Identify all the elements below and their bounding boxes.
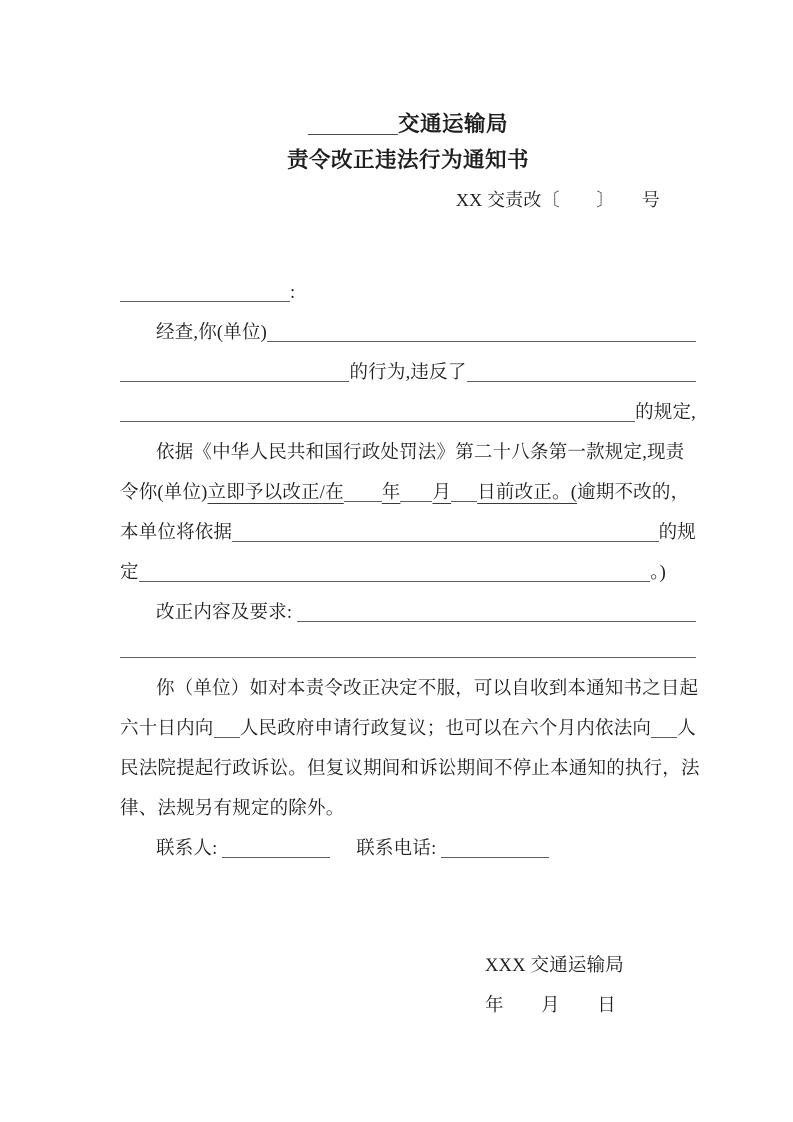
- order-line-1: [120, 429, 696, 469]
- blank-violated-provision: [120, 420, 635, 422]
- order-deadline-tail: 日前改正。(: [477, 482, 578, 503]
- facts-lead: 经查,你(单位): [156, 322, 268, 343]
- appeal-text-2b: 人民政府申请行政复议；也可以在六个月内依法向: [239, 718, 652, 739]
- correction-line: [120, 589, 696, 629]
- document-title: 责令改正违法行为通知书: [286, 147, 529, 172]
- order-lead: 令你(单位): [120, 482, 208, 503]
- appeal-text-3: 民法院提起行政诉讼。但复议期间和诉讼期间不停止本通知的执行，法: [120, 758, 700, 779]
- order-line-4: [120, 549, 696, 589]
- signature-agency: XXX 交通运输局: [485, 955, 625, 976]
- blank-correction-content-2: [120, 656, 696, 658]
- salutation-line: [120, 269, 696, 309]
- appeal-line-3: [120, 745, 700, 785]
- signature-date-line: [485, 982, 696, 1022]
- order-provision-lead: 定: [120, 562, 139, 583]
- order-year-label: 年: [381, 482, 401, 503]
- appeal-text-4: 律、法规另有规定的除外。: [120, 798, 345, 819]
- appeal-text-1: 你（单位）如对本责令改正决定不服，可以自收到本通知书之日起: [156, 678, 699, 699]
- appeal-line-4: [120, 785, 696, 825]
- order-provision-tail: 。): [650, 562, 666, 583]
- contact-phone-label: 联系电话:: [356, 838, 442, 859]
- blank-agency-name: [308, 133, 398, 135]
- order-overdue-note: 逾期不改的，: [577, 482, 690, 503]
- facts-line-2: [120, 349, 696, 389]
- blank-court-name: [651, 736, 677, 738]
- facts-mid: 的行为,违反了: [349, 362, 467, 383]
- blank-enforcement-basis: [232, 540, 658, 542]
- blank-addressee: [120, 300, 290, 302]
- order-line-3: [120, 509, 696, 549]
- agency-title-line: [120, 108, 696, 138]
- signature-date: 年 月 日: [485, 995, 616, 1016]
- facts-line-3: [120, 389, 696, 429]
- blank-violated-law: [467, 380, 696, 382]
- contact-line: [120, 825, 696, 865]
- appeal-line-2: [120, 705, 696, 745]
- order-basis-lead: 本单位将依据: [120, 522, 233, 543]
- blank-government-name: [214, 736, 240, 738]
- signature-block: [120, 942, 696, 1022]
- blank-month: [400, 500, 432, 502]
- blank-year: [344, 500, 382, 502]
- salutation-colon: :: [290, 282, 296, 303]
- signature-agency-line: [485, 942, 696, 982]
- contact-gap: [330, 856, 356, 858]
- correction-label: 改正内容及要求:: [156, 602, 298, 623]
- order-basis-tail: 的规: [658, 522, 696, 543]
- facts-line-1: [120, 309, 696, 349]
- order-basis: 依据《中华人民共和国行政处罚法》第二十八条第一款规定,现责: [156, 442, 685, 463]
- appeal-line-1: [120, 665, 699, 705]
- blank-contact-name: [222, 856, 330, 858]
- blank-violation-act: [120, 380, 349, 382]
- blank-contact-phone: [441, 856, 549, 858]
- correction-continuation-line: [120, 629, 696, 665]
- blank-enforcement-measure: [139, 580, 650, 582]
- order-month-label: 月: [432, 482, 452, 503]
- document-title-line: [120, 140, 696, 174]
- order-line-2: [120, 469, 696, 509]
- appeal-text-2c: 人: [677, 718, 696, 739]
- blank-correction-content-1: [297, 620, 696, 622]
- facts-tail: 的规定,: [635, 402, 696, 423]
- blank-day: [451, 500, 477, 502]
- order-correct-immediately: 立即予以改正/在: [207, 482, 344, 503]
- doc-number-line: [120, 186, 696, 216]
- contact-name-label: 联系人:: [156, 838, 223, 859]
- blank-unit-name: [267, 340, 696, 342]
- doc-number: XX 交责改〔 〕 号: [455, 190, 660, 210]
- agency-title-suffix: 交通运输局: [397, 111, 508, 136]
- appeal-text-2a: 六十日内向: [120, 718, 214, 739]
